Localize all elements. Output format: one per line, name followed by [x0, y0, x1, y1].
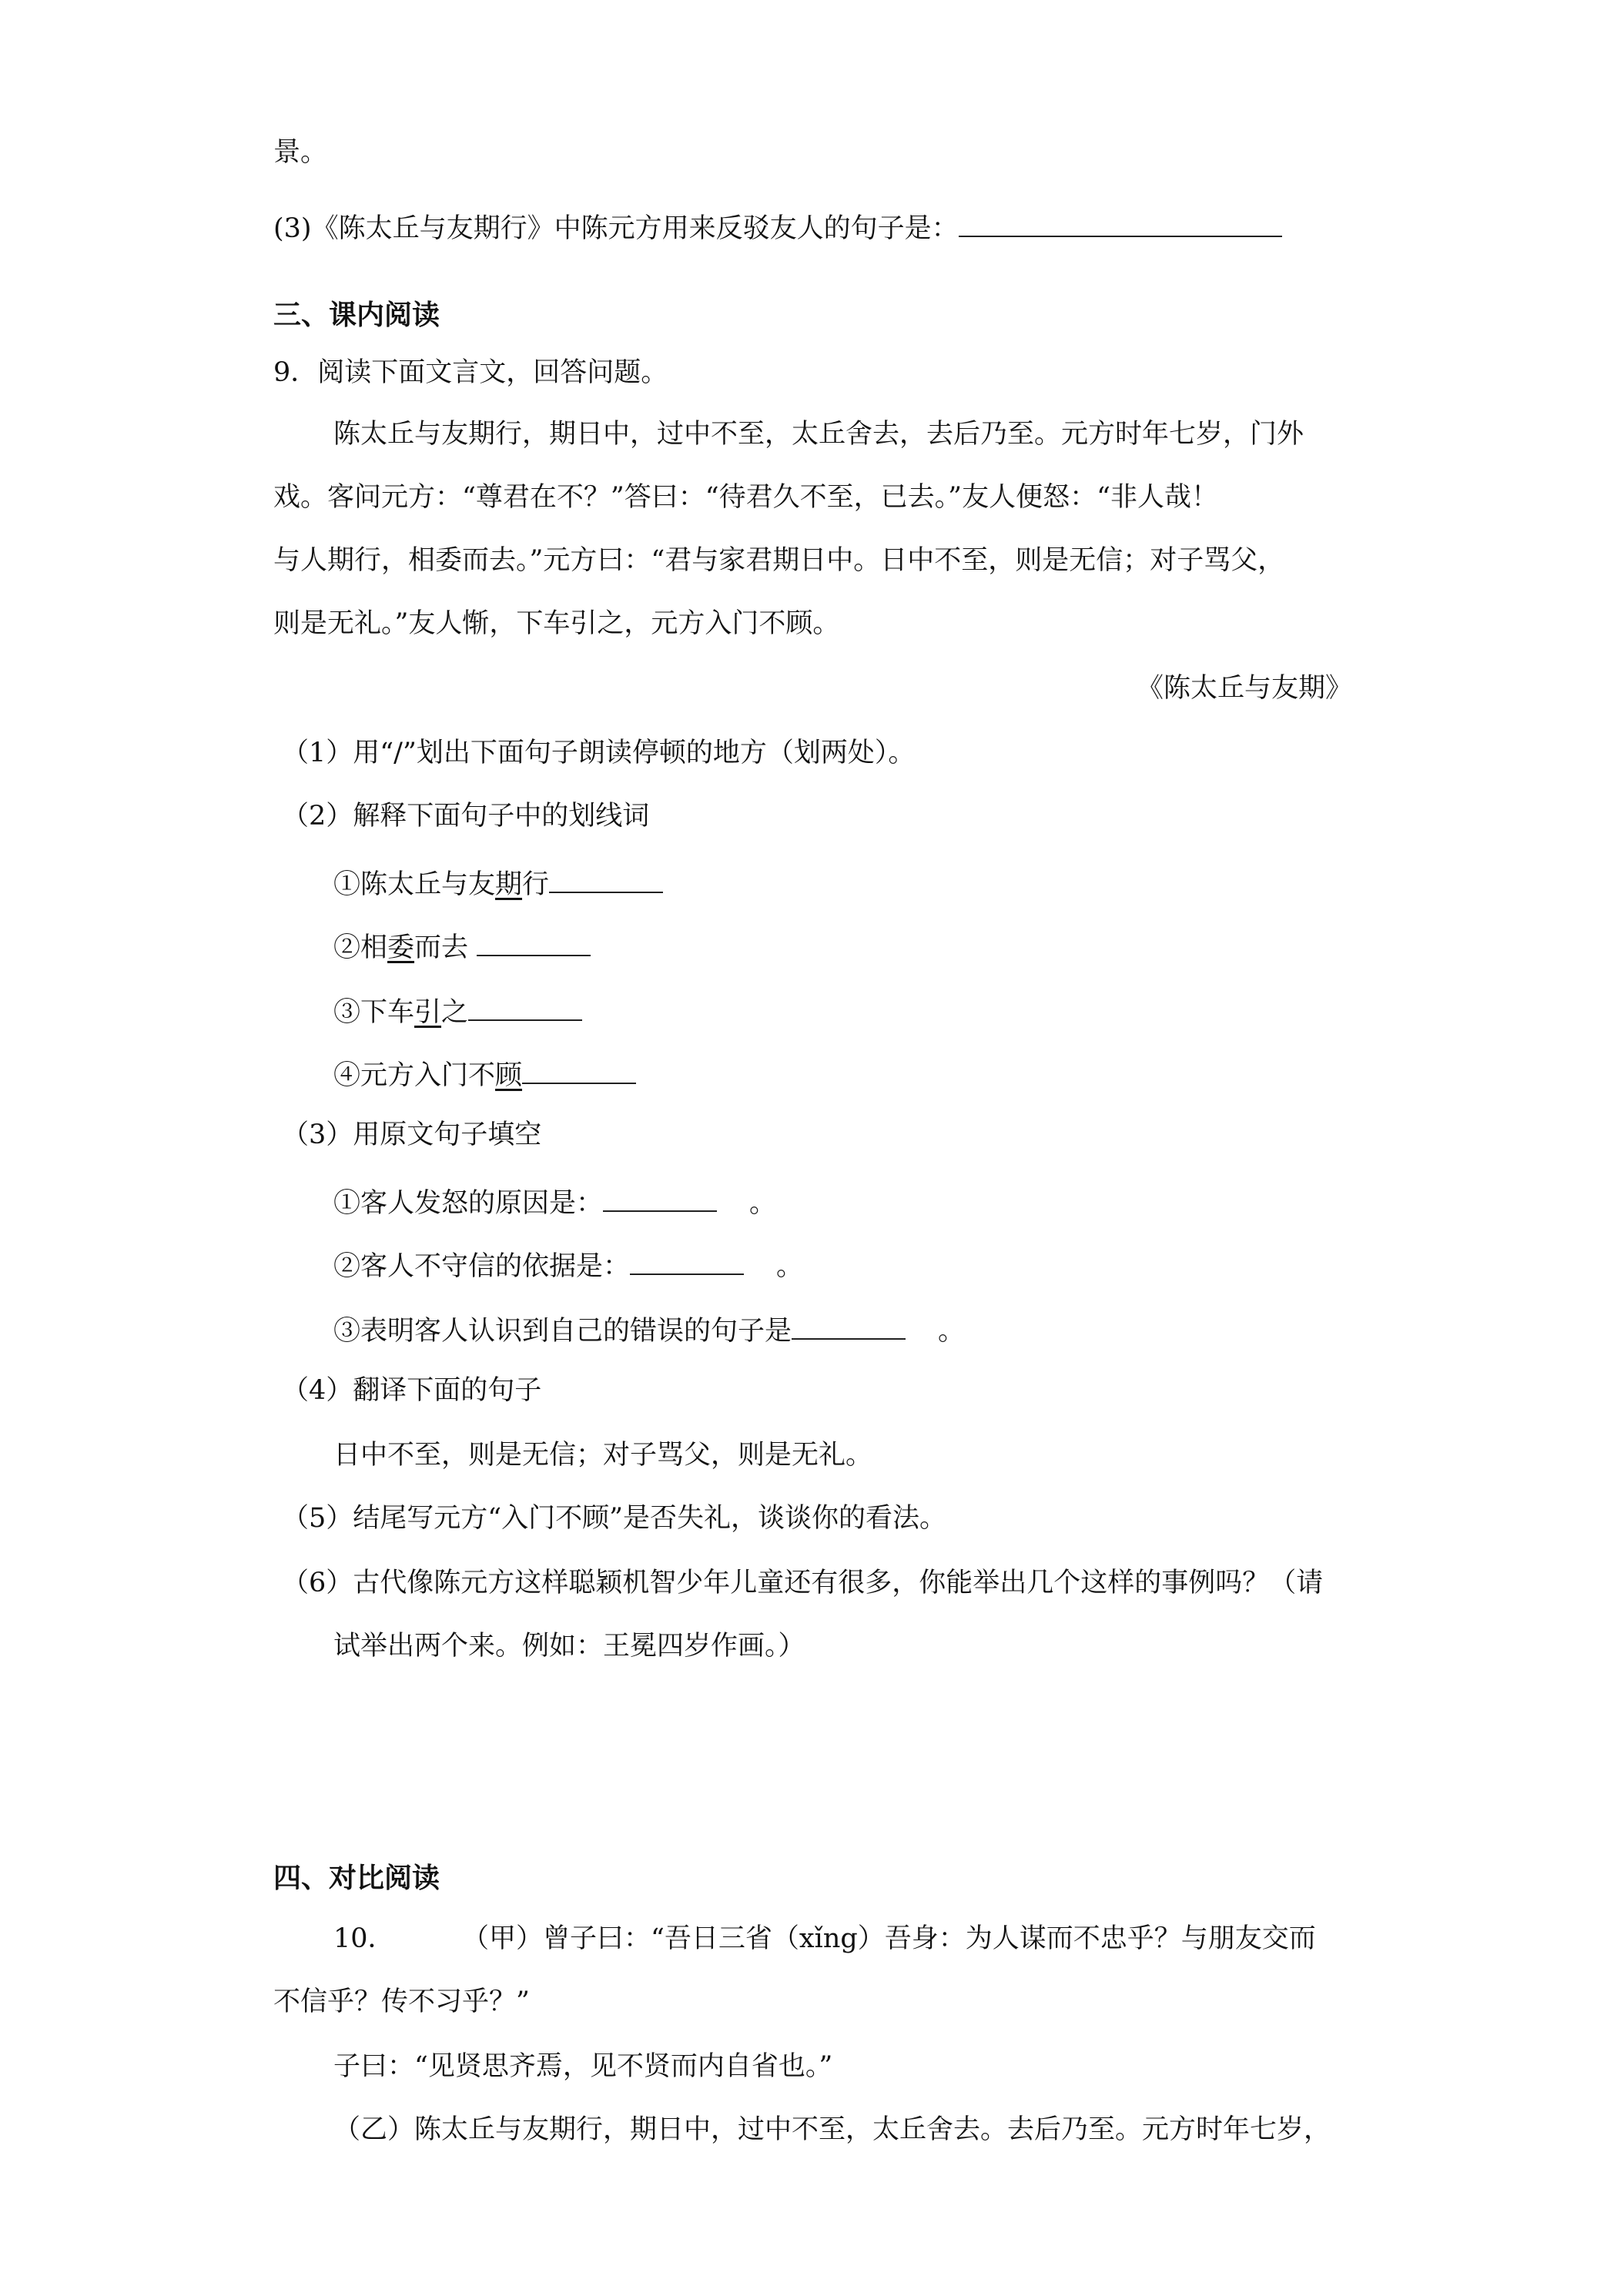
- answer-blank[interactable]: [477, 927, 591, 956]
- answer-blank[interactable]: [959, 208, 1282, 237]
- sub-question-6-cont: 试举出两个来。例如：王冕四岁作画。）: [333, 1631, 805, 1662]
- answer-blank[interactable]: [603, 1183, 717, 1212]
- sub-question-4: （4）翻译下面的句子: [282, 1375, 542, 1406]
- vocab-item: ③下车引之: [333, 992, 582, 1029]
- underlined-word: 委: [387, 932, 415, 963]
- comparison-passage-line: （乙）陈太丘与友期行，期日中，过中不至，太丘舍去。去后乃至。元方时年七岁，: [333, 2114, 1331, 2145]
- sub-question-2: （2）解释下面句子中的划线词: [282, 801, 650, 832]
- passage-line: 戏。客问元方：“尊君在不？”答曰：“待君久不至，已去。”友人便怒：“非人哉！: [273, 482, 1218, 513]
- vocab-item: ①陈太丘与友期行: [333, 864, 663, 902]
- comparison-passage-line: 子曰：“见贤思齐焉，见不贤而内自省也。”: [333, 2051, 833, 2082]
- section-3-heading: 三、课内阅读: [273, 300, 440, 331]
- continued-text: 景。: [273, 137, 328, 168]
- translation-sentence: 日中不至，则是无信；对子骂父，则是无礼。: [333, 1440, 873, 1471]
- section-4-heading: 四、对比阅读: [273, 1863, 440, 1894]
- answer-blank[interactable]: [522, 1055, 636, 1084]
- answer-blank[interactable]: [468, 992, 582, 1021]
- underlined-word: 期: [495, 869, 523, 900]
- comparison-passage-line: （甲）曾子曰：“吾日三省（xǐng）吾身：为人谋而不忠乎？与朋友交而: [462, 1923, 1316, 1954]
- question-8-3: [273, 208, 1282, 246]
- fill-item: ③表明客人认识到自己的错误的句子是 。: [333, 1310, 965, 1348]
- fill-item: ②客人不守信的依据是： 。: [333, 1246, 803, 1284]
- answer-blank[interactable]: [630, 1246, 744, 1275]
- sub-question-3: （3）用原文句子填空: [282, 1120, 542, 1150]
- comparison-passage-line: 不信乎？传不习乎？”: [273, 1986, 530, 2017]
- passage-line: 与人期行，相委而去。”元方曰：“君与家君期日中。日中不至，则是无信；对子骂父，: [273, 545, 1285, 576]
- passage-line: 陈太丘与友期行，期日中，过中不至，太丘舍去，去后乃至。元方时年七岁，门外: [333, 419, 1304, 450]
- answer-blank[interactable]: [792, 1310, 906, 1340]
- underlined-word: 引: [414, 997, 442, 1028]
- sub-question-6: （6）古代像陈元方这样聪颖机智少年儿童还有很多，你能举出几个这样的事例吗？（请: [282, 1568, 1324, 1598]
- sub-question-1: （1）用“/”划出下面句子朗读停顿的地方（划两处）。: [282, 738, 916, 768]
- question-9-title: 9．阅读下面文言文，回答问题。: [273, 357, 668, 388]
- sub-question-5: （5）结尾写元方“入门不顾”是否失礼，谈谈你的看法。: [282, 1503, 947, 1534]
- vocab-item: ④元方入门不顾: [333, 1055, 636, 1093]
- question-8-3-text: (3)《陈太丘与友期行》中陈元方用来反驳友人的句子是：: [273, 213, 959, 244]
- underlined-word: 顾: [495, 1060, 523, 1091]
- passage-source: 《陈太丘与友期》: [1137, 673, 1353, 704]
- vocab-item: ②相委而去: [333, 927, 591, 965]
- answer-blank[interactable]: [549, 864, 663, 893]
- fill-item: ①客人发怒的原因是： 。: [333, 1183, 776, 1220]
- passage-line: 则是无礼。”友人惭，下车引之，元方入门不顾。: [273, 608, 840, 639]
- question-10-number: 10．: [333, 1923, 395, 1954]
